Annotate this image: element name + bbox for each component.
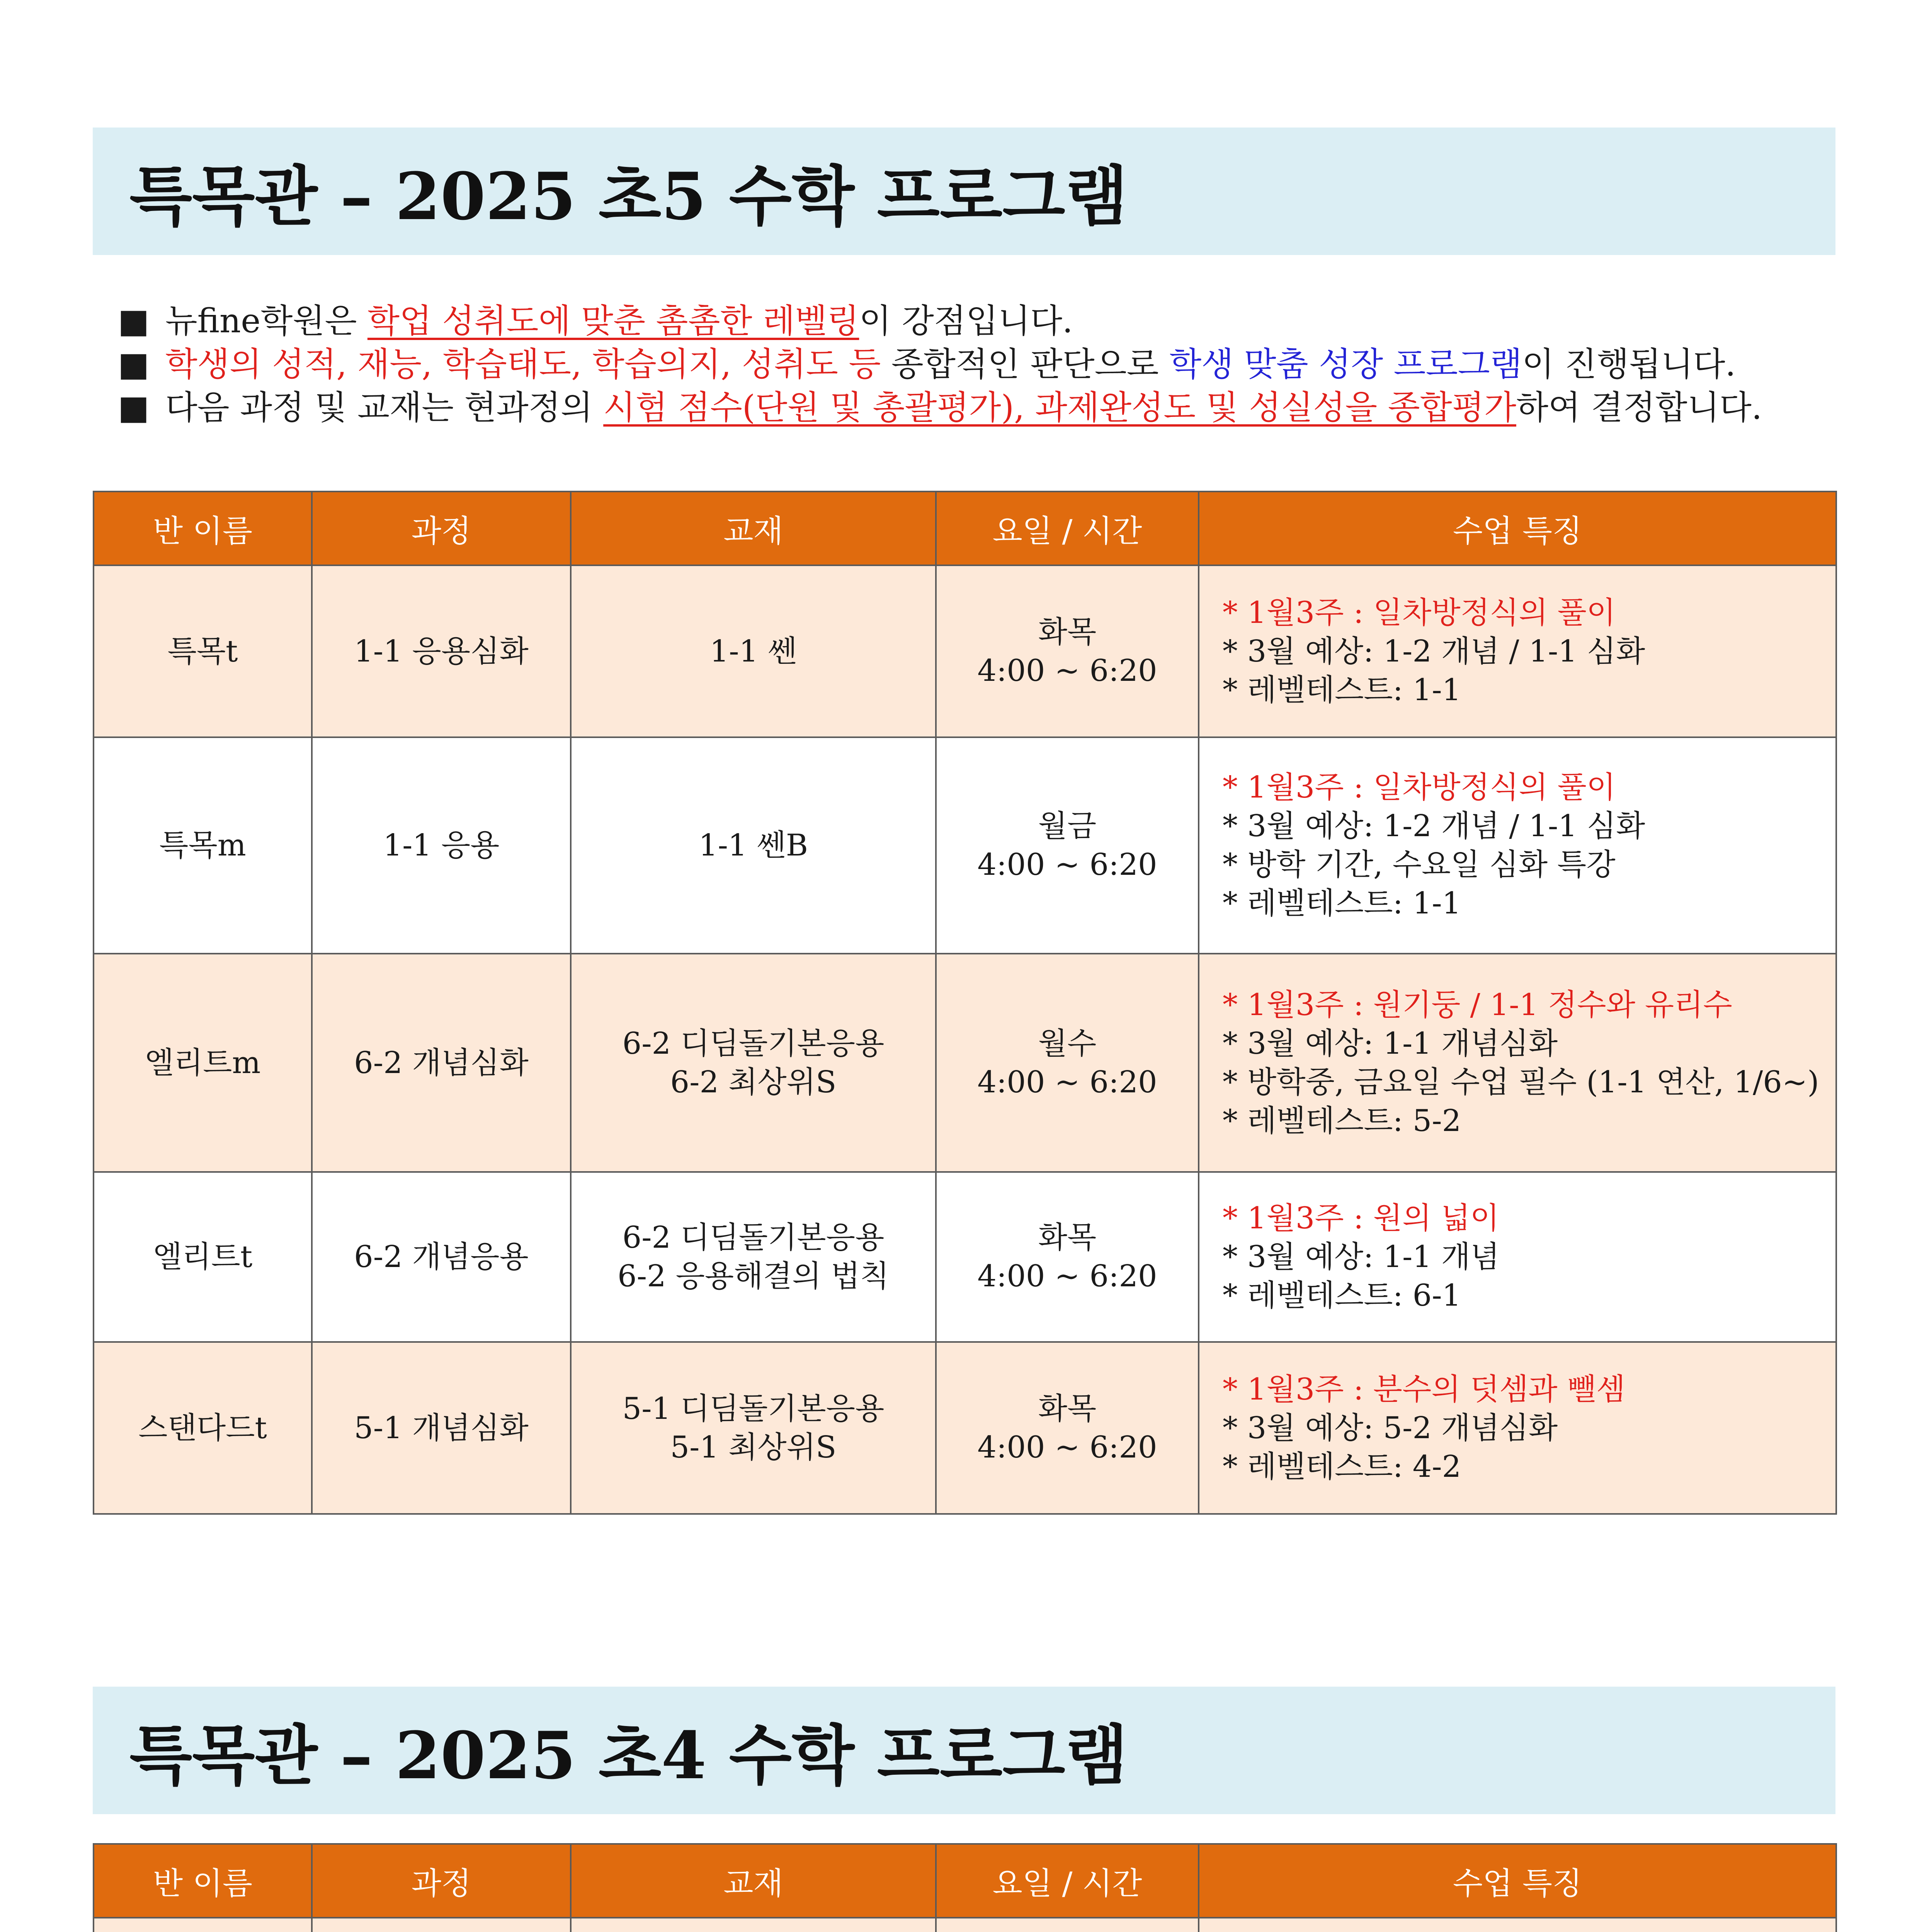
textbook-line: 6-2 디딤돌기본응용 bbox=[622, 1026, 885, 1061]
textbook-line: 6-2 응용해결의 법칙 bbox=[617, 1259, 889, 1294]
feature-line: * 3월 예상: 1-1 개념심화 bbox=[1223, 1026, 1558, 1061]
features-cell bbox=[1199, 1918, 1836, 1932]
course-line: 6-2 개념심화 bbox=[354, 1045, 529, 1080]
features-cell bbox=[1199, 1172, 1836, 1342]
course-cell bbox=[312, 1918, 571, 1932]
course-cell bbox=[312, 954, 571, 1172]
schedule-time: 4:00 ~ 6:20 bbox=[977, 1259, 1157, 1294]
feature-line: * 3월 예상: 1-2 개념 / 1-1 심화 bbox=[1223, 809, 1645, 844]
class-name bbox=[94, 1918, 312, 1932]
class-name: 엘리트m bbox=[94, 954, 312, 1172]
bullet-3-highlight: 시험 점수(단원 및 총괄평가), 과제완성도 및 성실성을 종합평가 bbox=[603, 388, 1516, 427]
program1-table bbox=[93, 491, 1837, 1515]
bullet-3 bbox=[118, 386, 1837, 429]
header-course: 과정 bbox=[312, 1844, 571, 1918]
course-cell bbox=[312, 737, 571, 954]
header-textbook: 교재 bbox=[571, 1844, 936, 1918]
textbook-cell bbox=[571, 1172, 936, 1342]
schedule-cell bbox=[936, 565, 1199, 737]
table-row bbox=[94, 565, 1836, 737]
feature-line: * 3월 예상: 1-2 개념 / 1-1 심화 bbox=[1223, 634, 1645, 669]
table-row bbox=[94, 1342, 1836, 1514]
schedule-days: 월수 bbox=[1038, 1026, 1097, 1061]
textbook-cell bbox=[571, 954, 936, 1172]
header-class-name: 반 이름 bbox=[94, 1844, 312, 1918]
program1-title: 특목관 – 2025 초5 수학 프로그램 bbox=[93, 128, 1835, 255]
textbook-line: 6-2 디딤돌기본응용 bbox=[622, 1220, 885, 1255]
features-cell bbox=[1199, 565, 1836, 737]
schedule-cell bbox=[936, 954, 1199, 1172]
header-schedule: 요일 / 시간 bbox=[936, 492, 1199, 565]
class-name: 특목m bbox=[94, 737, 312, 954]
bullet-3-text-a: 다음 과정 및 교재는 현과정의 bbox=[155, 388, 604, 427]
feature-line: * 레벨테스트: 1-1 bbox=[1223, 672, 1461, 707]
feature-line: * 레벨테스트: 1-1 bbox=[1223, 886, 1461, 921]
bullet-1-text-b: 이 강점입니다. bbox=[859, 302, 1073, 340]
course-cell bbox=[312, 1172, 571, 1342]
course-line: 1-1 응용 bbox=[383, 828, 500, 863]
textbook-cell bbox=[571, 1342, 936, 1514]
feature-line: * 1월3주 : 원기둥 / 1-1 정수와 유리수 bbox=[1223, 987, 1732, 1022]
feature-line: * 레벨테스트: 6-1 bbox=[1223, 1278, 1461, 1313]
header-schedule: 요일 / 시간 bbox=[936, 1844, 1199, 1918]
features-cell bbox=[1199, 737, 1836, 954]
feature-line: * 1월3주 : 분수의 덧셈과 뺄셈 bbox=[1223, 1372, 1625, 1407]
schedule-time: 4:00 ~ 6:20 bbox=[977, 653, 1157, 688]
schedule-days: 화목 bbox=[1038, 1220, 1097, 1255]
intro-bullets bbox=[118, 299, 1837, 429]
schedule-days: 월금 bbox=[1038, 809, 1097, 844]
class-name: 특목t bbox=[94, 565, 312, 737]
textbook-cell bbox=[571, 565, 936, 737]
square-bullet-icon: ■ bbox=[118, 388, 150, 427]
square-bullet-icon: ■ bbox=[118, 345, 150, 384]
header-course: 과정 bbox=[312, 492, 571, 565]
feature-line: * 1월3주 : 원의 넓이 bbox=[1223, 1201, 1499, 1236]
class-name: 스탠다드t bbox=[94, 1342, 312, 1514]
table-row bbox=[94, 1172, 1836, 1342]
header-features: 수업 특징 bbox=[1199, 1844, 1836, 1918]
header-features: 수업 특징 bbox=[1199, 492, 1836, 565]
schedule-cell bbox=[936, 737, 1199, 954]
bullet-3-text-b: 하여 결정합니다. bbox=[1516, 388, 1762, 427]
feature-line: * 레벨테스트: 4-2 bbox=[1223, 1449, 1461, 1484]
feature-line: * 방학 기간, 수요일 심화 특강 bbox=[1223, 847, 1616, 882]
table-row bbox=[94, 1918, 1836, 1932]
schedule-cell bbox=[936, 1918, 1199, 1932]
schedule-days: 화목 bbox=[1038, 614, 1097, 650]
textbook-line: 6-2 최상위S bbox=[670, 1065, 837, 1100]
header-textbook: 교재 bbox=[571, 492, 936, 565]
features-cell bbox=[1199, 1342, 1836, 1514]
program2-table bbox=[93, 1843, 1837, 1932]
textbook-line: 1-1 쎈 bbox=[709, 634, 797, 669]
feature-line: * 1월3주 : 일차방정식의 풀이 bbox=[1223, 595, 1616, 630]
schedule-cell bbox=[936, 1172, 1199, 1342]
feature-line: * 레벨테스트: 5-2 bbox=[1223, 1103, 1461, 1138]
textbook-line: 5-1 디딤돌기본응용 bbox=[622, 1391, 885, 1426]
table-header-row bbox=[94, 492, 1836, 565]
class-name: 엘리트t bbox=[94, 1172, 312, 1342]
bullet-2-text-b: 종합적인 판단으로 bbox=[881, 345, 1170, 384]
schedule-days: 화목 bbox=[1038, 1391, 1097, 1426]
course-line: 1-1 응용심화 bbox=[354, 634, 529, 669]
textbook-line: 1-1 쎈B bbox=[698, 828, 808, 863]
feature-line: * 3월 예상: 5-2 개념심화 bbox=[1223, 1410, 1558, 1446]
bullet-1-highlight: 학업 성취도에 맞춘 촘촘한 레벨링 bbox=[367, 302, 859, 340]
header-class-name: 반 이름 bbox=[94, 492, 312, 565]
features-cell bbox=[1199, 954, 1836, 1172]
schedule-cell bbox=[936, 1342, 1199, 1514]
bullet-2-text-c: 이 진행됩니다. bbox=[1522, 345, 1736, 384]
bullet-2-highlight-red: 학생의 성적, 재능, 학습태도, 학습의지, 성취도 등 bbox=[165, 345, 881, 384]
textbook-line: 5-1 최상위S bbox=[670, 1430, 837, 1465]
textbook-cell bbox=[571, 1918, 936, 1932]
course-cell bbox=[312, 1342, 571, 1514]
schedule-time: 4:00 ~ 6:20 bbox=[977, 847, 1157, 882]
bullet-1 bbox=[118, 299, 1837, 343]
bullet-2 bbox=[118, 343, 1837, 386]
bullet-2-highlight-blue: 학생 맞춤 성장 프로그램 bbox=[1169, 345, 1522, 384]
feature-line: * 방학중, 금요일 수업 필수 (1-1 연산, 1/6~) bbox=[1223, 1065, 1819, 1100]
bullet-1-text-a: 뉴fine학원은 bbox=[155, 302, 367, 340]
table-row bbox=[94, 954, 1836, 1172]
course-cell bbox=[312, 565, 571, 737]
square-bullet-icon: ■ bbox=[118, 302, 150, 340]
course-line: 6-2 개념응용 bbox=[354, 1240, 529, 1274]
table-row bbox=[94, 737, 1836, 954]
table-header-row bbox=[94, 1844, 1836, 1918]
program2-title: 특목관 – 2025 초4 수학 프로그램 bbox=[93, 1687, 1835, 1814]
schedule-time: 4:00 ~ 6:20 bbox=[977, 1065, 1157, 1100]
bullet-2-text-a bbox=[155, 345, 165, 384]
schedule-time: 4:00 ~ 6:20 bbox=[977, 1430, 1157, 1465]
feature-line: * 1월3주 : 일차방정식의 풀이 bbox=[1223, 770, 1616, 805]
feature-line: * 3월 예상: 1-1 개념 bbox=[1223, 1240, 1500, 1274]
textbook-cell bbox=[571, 737, 936, 954]
course-line: 5-1 개념심화 bbox=[354, 1410, 529, 1446]
